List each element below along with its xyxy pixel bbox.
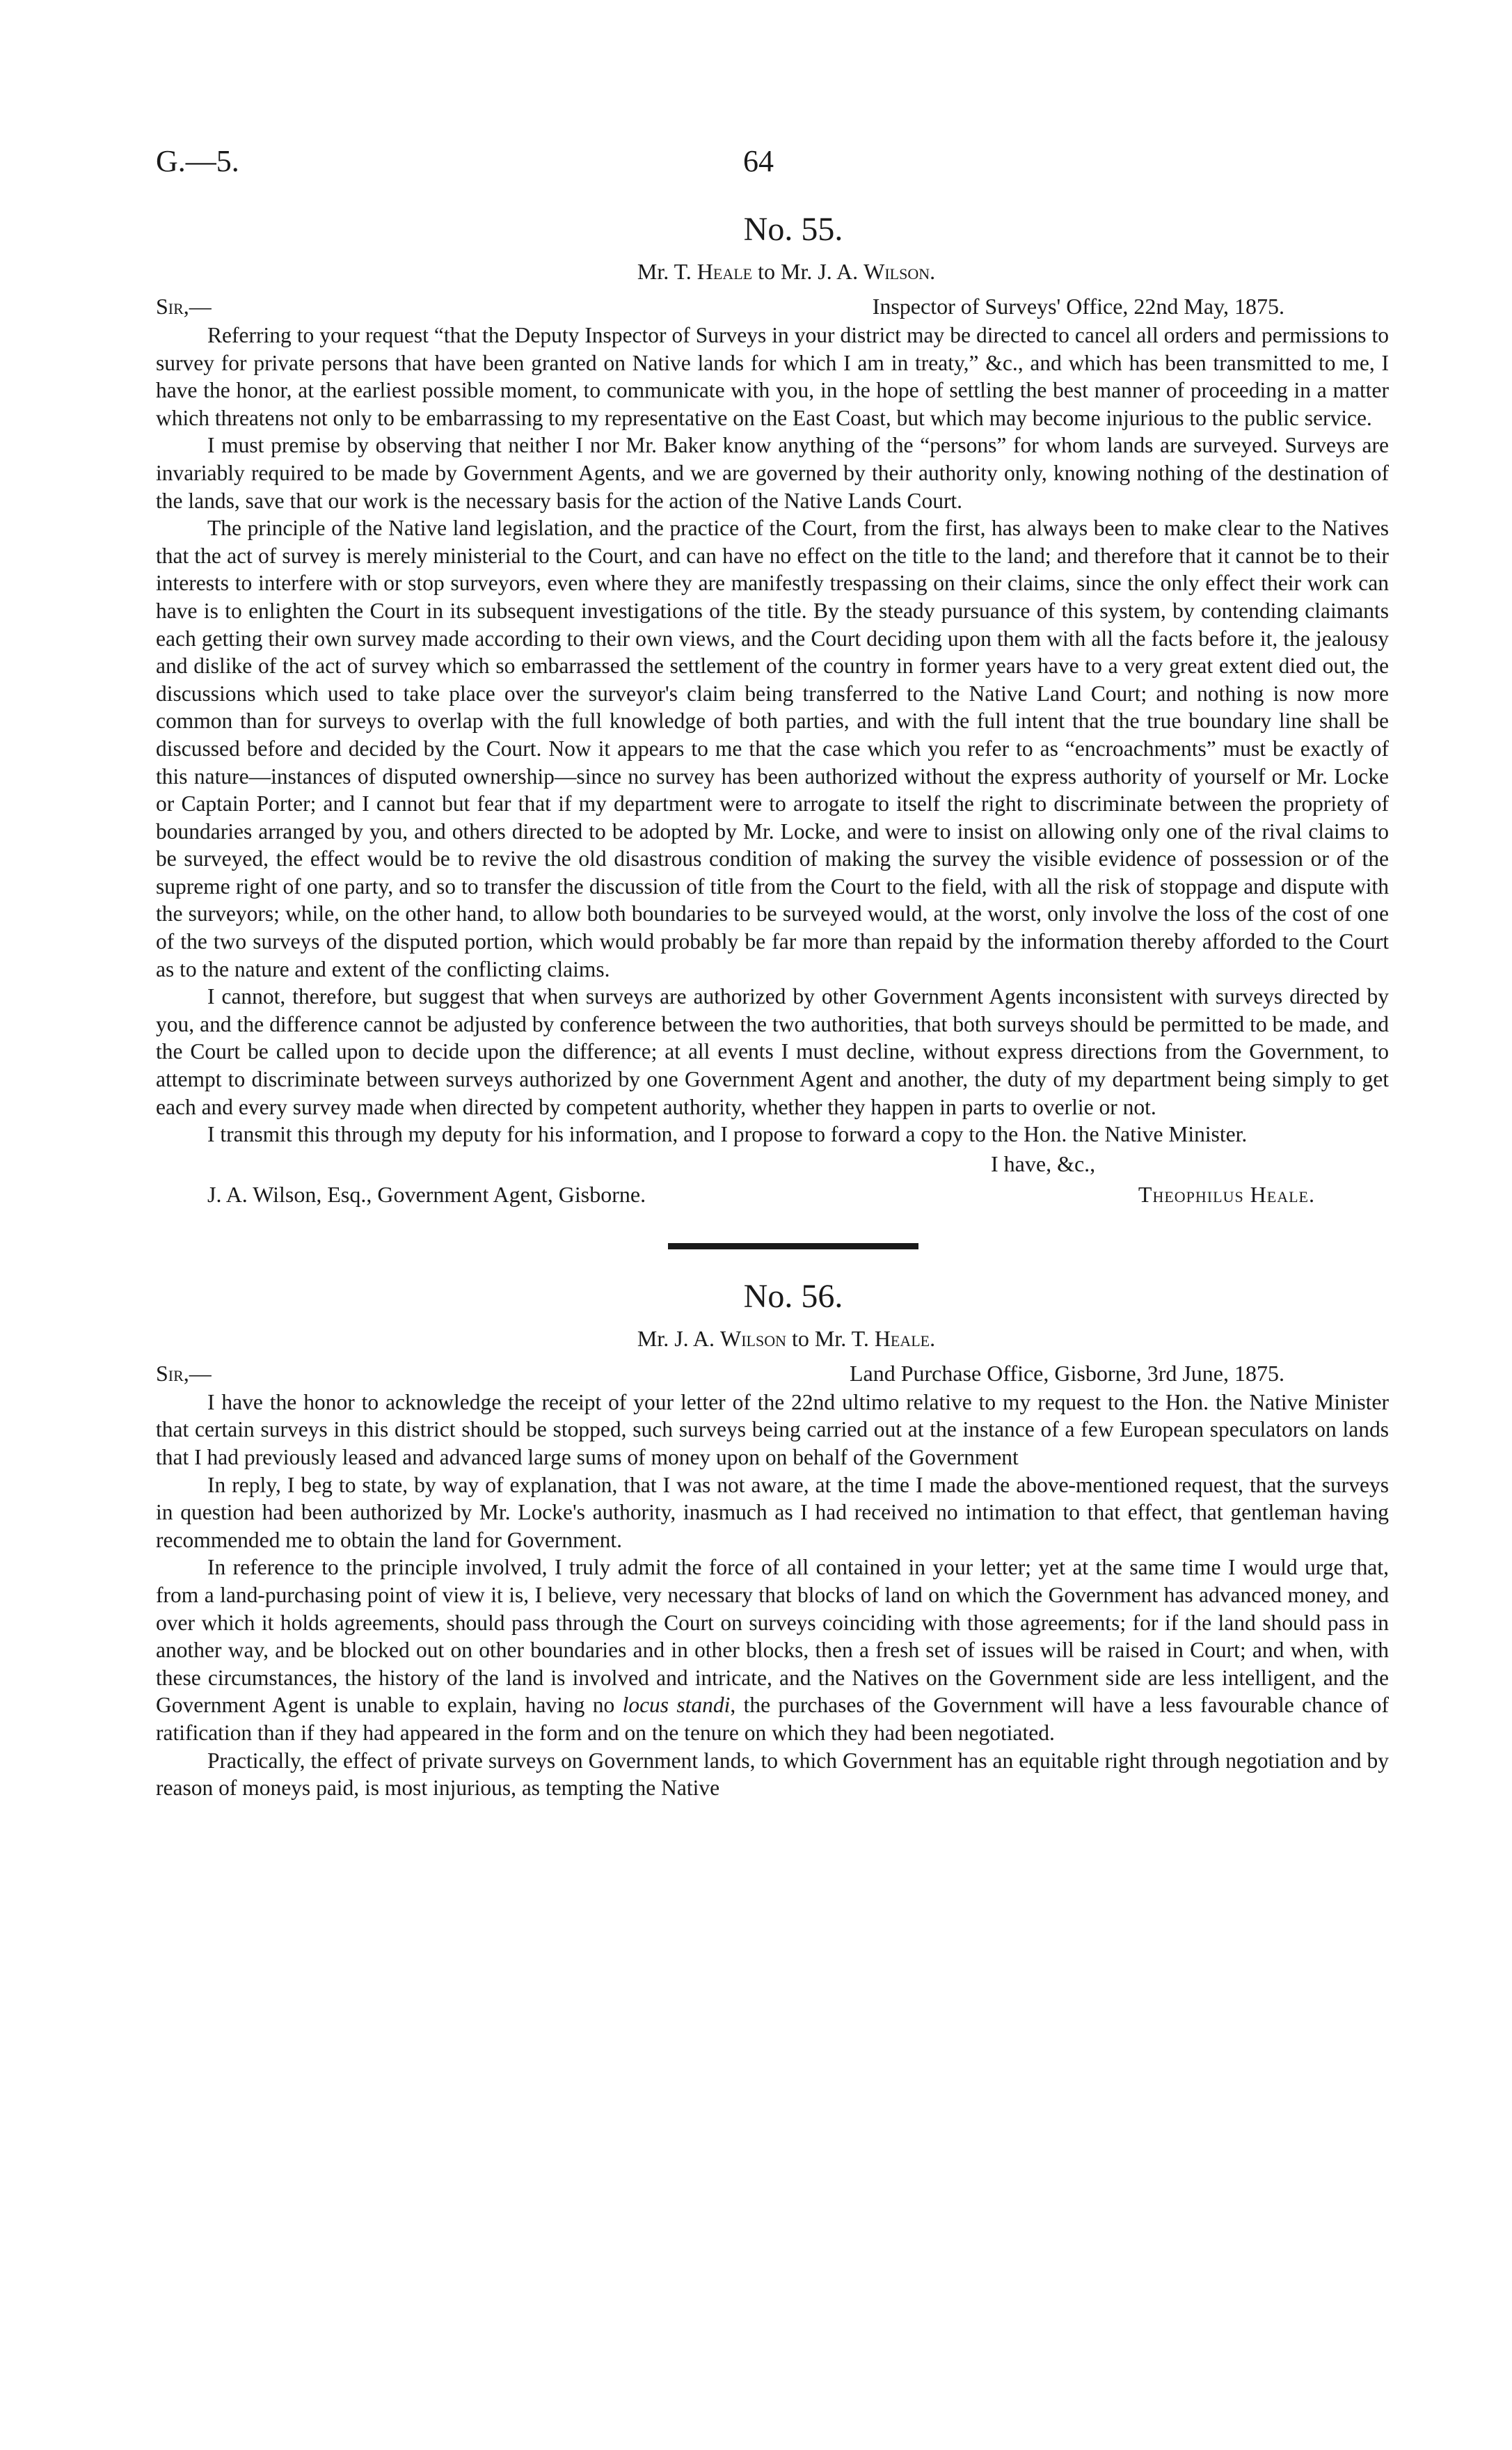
salutation: Sir,— bbox=[156, 294, 212, 319]
section-divider bbox=[668, 1243, 918, 1249]
letter-55 bbox=[156, 207, 1389, 1210]
to-name: Heale. bbox=[874, 1325, 936, 1351]
paragraph: Referring to your request “that the Deputy Inspector of Surveys in your district may be directed to cancel all orders and permissions to survey for private persons that have been granted on Native lands for which I am in treaty,” &c., and which has been transmitted to me, I have the honor, at the earliest possible moment, to communicate with you, in the hope of settling the best manner of proceeding in a matter which threatens not only to be embarrassing to my representative on the East Coast, but which may become injurious to the public service. bbox=[156, 323, 1389, 430]
addressee: J. A. Wilson, Esq., Government Agent, Gisborne. bbox=[207, 1181, 646, 1207]
salutation: Sir,— bbox=[156, 1360, 212, 1386]
paragraph bbox=[156, 1554, 1389, 1746]
correspondents-line bbox=[184, 256, 1389, 287]
paragraph: Practically, the effect of private surveys on Government lands, to which Government has an equitable right through negotiation and by reason of moneys paid, is most injurious, as tempting the Native bbox=[156, 1748, 1389, 1801]
page-body bbox=[156, 207, 1389, 1802]
signature: Theophilus Heale. bbox=[1138, 1181, 1315, 1207]
page-number: 64 bbox=[743, 144, 774, 178]
latin-term: locus standi bbox=[622, 1693, 731, 1718]
to-word: to bbox=[758, 259, 775, 284]
from-name: Heale bbox=[697, 259, 753, 284]
letter-56 bbox=[156, 1274, 1389, 1802]
correspondents-line bbox=[184, 1323, 1389, 1354]
paper-reference: G.—5. bbox=[156, 144, 239, 178]
letter-number: No. 56. bbox=[743, 1277, 843, 1315]
address-date: Land Purchase Office, Gisborne, 3rd June, 1875. bbox=[849, 1360, 1284, 1386]
paragraph: I have the honor to acknowledge the receipt of your letter of the 22nd ultimo relative to my request to the Hon. the Native Minister that certain surveys in this district should be stopped, such surveys being carried out at the instance of a few European speculators on lands that I had previously leased and advanced large sums of money upon on behalf of the Government bbox=[156, 1389, 1389, 1469]
salutation-line bbox=[156, 291, 1389, 322]
signoff-block bbox=[156, 1148, 1389, 1210]
paragraph: In reply, I beg to state, by way of explanation, that I was not aware, at the time I made the above-mentioned request, that the surveys in question had been authorized by Mr. Locke's authority, inasmuch as I had received no intimation to that effect, that gentleman having recommended me to obtain the land for Government. bbox=[156, 1472, 1389, 1552]
letter-number: No. 55. bbox=[743, 211, 843, 248]
to-prefix: Mr. T. bbox=[814, 1325, 869, 1351]
from-name: Wilson bbox=[720, 1325, 786, 1351]
paragraph: I cannot, therefore, but suggest that when surveys are authorized by other Government Agents inconsistent with surveys directed by you, and the difference cannot be adjusted by conference between the two authorities, that both surveys should be permitted to be made, and the Court be called upon to decide upon the difference; at all events I must decline, without express directions from the Government, to attempt to discriminate between surveys authorized by one Government Agent and another, the duty of my department being simply to get each and every survey made when directed by competent authority, whether they happen in parts to overlie or not. bbox=[156, 984, 1389, 1119]
text-run: In reference to the principle involved, I truly admit the force of all contained in your letter; yet at the same time I would urge that, from a land-purchasing point of view it is, I believe, very necessary that blocks of land on which the Government has advanced money, and over which it holds agreements, should pass through the Court on surveys coinciding with those agreements; for if the land should pass in another way, and be blocked out on other boundaries and in other blocks, then a fresh set of issues will be raised in Court; and when, with these circumstances, the history of the land is involved and intricate, and the Natives on the Government side are less intelligent, and the Government Agent is unable to explain, having no bbox=[156, 1555, 1389, 1718]
closing: I have, &c., bbox=[991, 1151, 1096, 1176]
text-run: , the purchases of the Government will have a less favourable chance of ratification than if they had appeared in the form and on the tenure on which they had been negotiated. bbox=[156, 1693, 1389, 1745]
paragraph: I transmit this through my deputy for his information, and I propose to forward a copy to the Hon. the Native Minister. bbox=[207, 1122, 1248, 1147]
to-prefix: Mr. J. A. bbox=[781, 259, 859, 284]
from-prefix: Mr. J. A. bbox=[637, 1325, 715, 1351]
salutation-line bbox=[156, 1358, 1389, 1389]
paragraph: I must premise by observing that neither I nor Mr. Baker know anything of the “persons” for whom lands are surveyed. Surveys are invariably required to be made by Government Agents, and we are governed by their authority only, knowing nothing of the destination of the lands, save that our work is the necessary basis for the action of the Native Lands Court. bbox=[156, 433, 1389, 513]
to-word: to bbox=[791, 1325, 809, 1351]
paragraph: The principle of the Native land legislation, and the practice of the Court, from the first, has always been to make clear to the Natives that the act of survey is merely ministerial to the Court, and can have no effect on the title to the land; and therefore that it cannot be to their interests to interfere with or stop surveyors, even where they are manifestly trespassing on their claims, since the only effect their work can have is to enlighten the Court in its subsequent investigations of the title. By the steady pursuance of this system, by contending claimants each getting their own survey made according to their own views, and the Court deciding upon them with all the facts before it, the jealousy and dislike of the act of survey which so embarrassed the settlement of the country in former years have to a very great extent died out, the discussions which used to take place over the surveyor's claim being transferred to the Native Land Court; and nothing is now more common than for surveys to overlap with the full knowledge of both parties, and with the full intent that the true boundary line shall be discussed before and decided by the Court. Now it appears to me that the case which you refer to as “encroachments” must be exactly of this nature—instances of disputed ownership—since no survey has been authorized without the express authority of yourself or Mr. Locke or Captain Porter; and I cannot but fear that if my department were to arrogate to itself the right to discriminate between the propriety of boundaries arranged by you, and others directed to be adopted by Mr. Locke, and were to insist on allowing only one of the rival claims to be surveyed, the effect would be to revive the old disastrous condition of making the survey the visible evidence of possession or of the supreme right of one party, and so to transfer the discussion of title from the Court to the field, with all the risk of stoppage and dispute with the surveyors; while, on the other hand, to allow both boundaries to be surveyed would, at the worst, only involve the loss of the cost of one of the two surveys of the disputed portion, which would probably be far more than repaid by the information thereby afforded to the Court as to the nature and extent of the conflicting claims. bbox=[156, 516, 1389, 981]
from-prefix: Mr. T. bbox=[637, 259, 692, 284]
to-name: Wilson. bbox=[864, 259, 936, 284]
address-date: Inspector of Surveys' Office, 22nd May, 1875. bbox=[872, 294, 1284, 319]
